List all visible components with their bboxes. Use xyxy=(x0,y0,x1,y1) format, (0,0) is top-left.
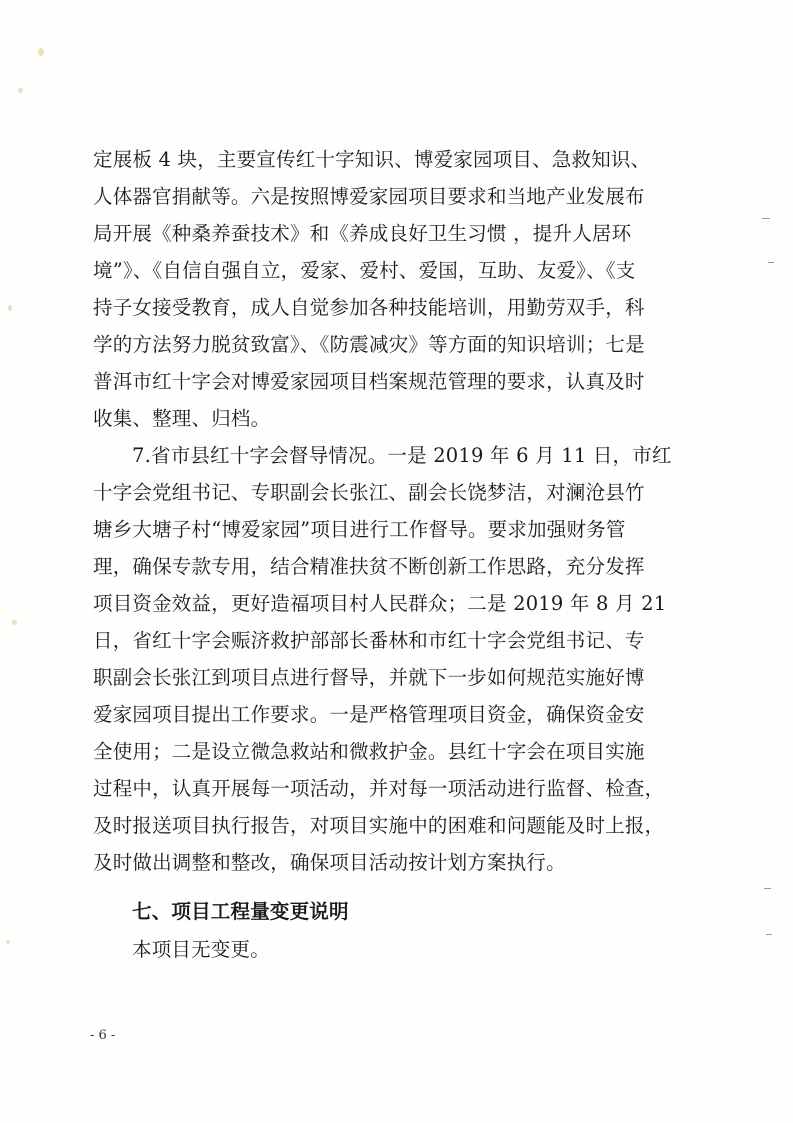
scan-mark xyxy=(766,934,772,935)
body-text-line: 全使用；二是设立微急救站和微救护金。县红十字会在项目实施 xyxy=(93,740,645,763)
body-text-line: 职副会长张江到项目点进行督导，并就下一步如何规范实施好博 xyxy=(93,666,645,689)
scan-speck xyxy=(6,940,10,944)
body-text-line: 项目资金效益，更好造福项目村人民群众；二是 2019 年 8 月 21 xyxy=(93,592,667,615)
scan-mark xyxy=(764,888,771,889)
body-text-line: 人体器官捐献等。六是按照博爱家园项目要求和当地产业发展布 xyxy=(93,185,645,208)
body-text-line: 7.省市县红十字会督导情况。一是 2019 年 6 月 11 日，市红 xyxy=(132,444,672,467)
body-text-line: 学的方法努力脱贫致富》、《防震减灾》等方面的知识培训；七是 xyxy=(93,333,645,356)
scan-mark xyxy=(762,218,770,219)
body-text-line: 日，省红十字会赈济救护部部长番林和市红十字会党组书记、专 xyxy=(93,629,645,652)
scan-mark xyxy=(768,262,774,263)
body-text-line: 局开展《种桑养蚕技术》和《养成良好卫生习惯 ，提升人居环 xyxy=(93,222,632,245)
scan-speck xyxy=(18,88,23,93)
body-text-line: 十字会党组书记、专职副会长张江、副会长饶梦洁，对澜沧县竹 xyxy=(93,481,645,504)
body-text-line: 及时做出调整和整改，确保项目活动按计划方案执行。 xyxy=(93,851,566,874)
body-text-line: 定展板 4 块，主要宣传红十字知识、博爱家园项目、急救知识、 xyxy=(93,148,651,171)
body-text-line: 及时报送项目执行报告，对项目实施中的困难和问题能及时上报， xyxy=(93,814,665,837)
page-number: - 6 - xyxy=(90,1028,116,1043)
body-text-line: 收集、整理、归档。 xyxy=(93,407,271,430)
section-text: 本项目无变更。 xyxy=(132,938,270,961)
scan-speck xyxy=(12,620,17,625)
section-heading: 七、项目工程量变更说明 xyxy=(132,900,349,923)
body-text-line: 持子女接受教育，成人自觉参加各种技能培训，用勤劳双手，科 xyxy=(93,296,645,319)
body-text-line: 过程中，认真开展每一项活动，并对每一项活动进行监督、检查， xyxy=(93,777,665,800)
body-text-line: 普洱市红十字会对博爱家园项目档案规范管理的要求，认真及时 xyxy=(93,370,645,393)
body-text-line: 境”》、《自信自强自立，爱家、爱村、爱国，互助、友爱》、《支 xyxy=(93,259,636,282)
body-text-line: 爱家园项目提出工作要求。一是严格管理项目资金，确保资金安 xyxy=(93,703,645,726)
scan-speck xyxy=(8,305,12,311)
body-text-line: 理，确保专款专用，结合精准扶贫不断创新工作思路，充分发挥 xyxy=(93,555,645,578)
body-text-line: 塘乡大塘子村“博爱家园”项目进行工作督导。要求加强财务管 xyxy=(93,518,626,541)
scan-speck xyxy=(38,48,44,56)
